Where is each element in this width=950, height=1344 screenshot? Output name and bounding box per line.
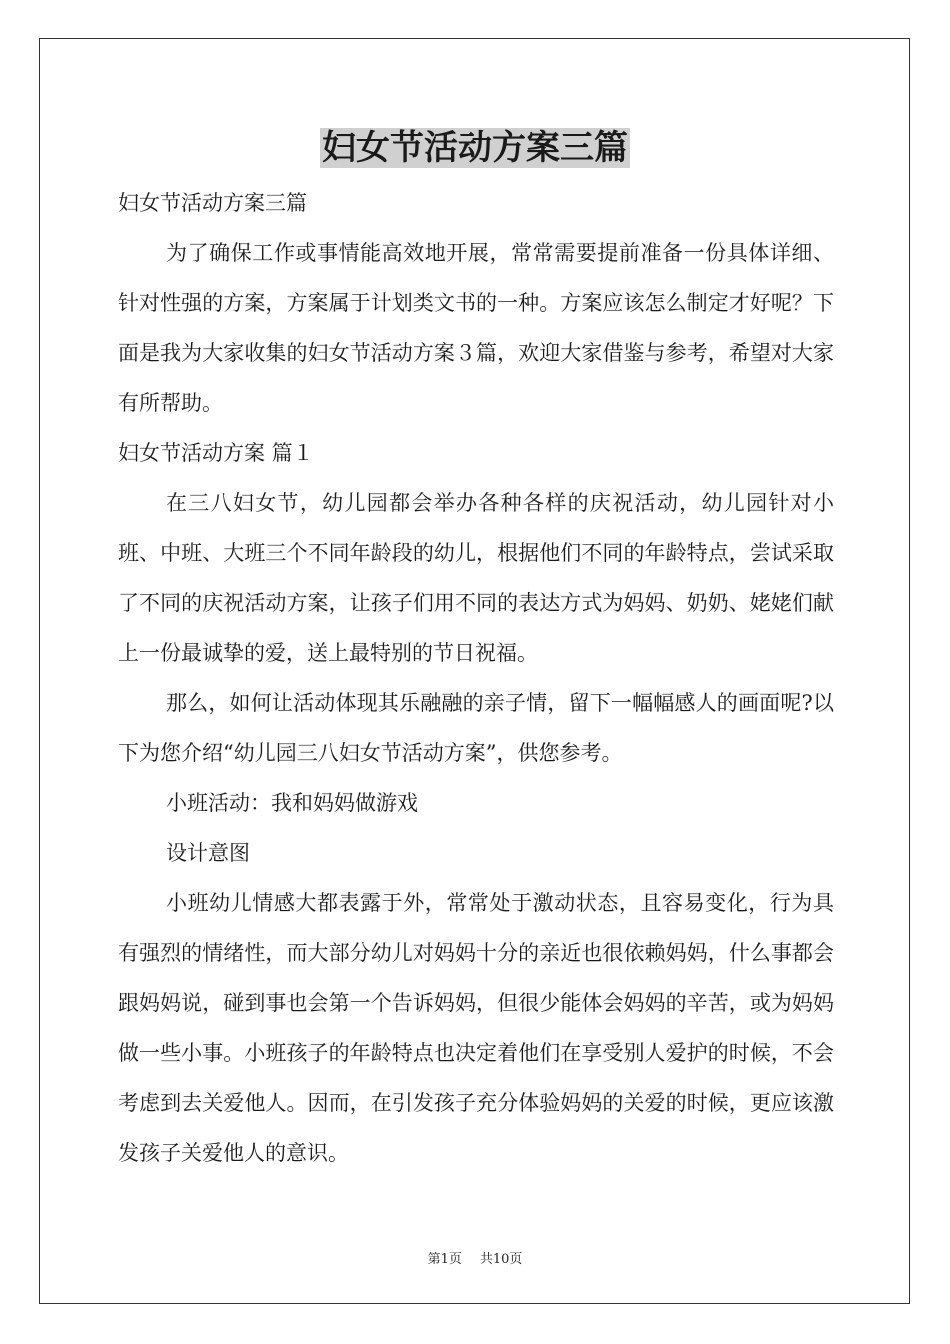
body-paragraph: 在三八妇女节，幼儿园都会举办各种各样的庆祝活动，幼儿园针对小班、中班、大班三个不同年龄段的幼儿，根据他们不同的年龄特点，尝试采取了不同的庆祝活动方案，让孩子们用不同的表达方式为妈妈、奶奶、姥姥们献上一份最诚挚的爱，送上最特别的节日祝福。 (118, 491, 834, 665)
page-total: 共10页 (479, 1252, 523, 1267)
page-footer (0, 1248, 950, 1267)
intro-paragraph: 为了确保工作或事情能高效地开展，常常需要提前准备一份具体详细、针对性强的方案，方案属于计划类文书的一种。方案应该怎么制定才好呢？下面是我为大家收集的妇女节活动方案３篇，欢迎大家借鉴与参考，希望对大家有所帮助。 (118, 241, 834, 415)
document-body (118, 178, 834, 1178)
document-title (0, 123, 950, 173)
section-heading: 妇女节活动方案 篇１ (118, 441, 314, 465)
activity-title: 小班活动：我和妈妈做游戏 (166, 791, 418, 815)
document-title-text: 妇女节活动方案三篇 (322, 128, 628, 168)
page-number: 第1页 (427, 1252, 462, 1267)
body-paragraph: 小班幼儿情感大都表露于外，常常处于激动状态，且容易变化，行为具有强烈的情绪性，而大部分幼儿对妈妈十分的亲近也很依赖妈妈，什么事都会跟妈妈说，碰到事也会第一个告诉妈妈，但很少能体会妈妈的辛苦，或为妈妈做一些小事。小班孩子的年龄特点也决定着他们在享受别人爱护的时候，不会考虑到去关爱他人。因而，在引发孩子充分体验妈妈的关爱的时候，更应该激发孩子关爱他人的意识。 (118, 891, 834, 1165)
body-paragraph: 那么，如何让活动体现其乐融融的亲子情，留下一幅幅感人的画面呢?以下为您介绍“幼儿园三八妇女节活动方案”，供您参考。 (118, 691, 834, 765)
design-heading: 设计意图 (166, 841, 250, 865)
subtitle-paragraph: 妇女节活动方案三篇 (118, 191, 307, 215)
